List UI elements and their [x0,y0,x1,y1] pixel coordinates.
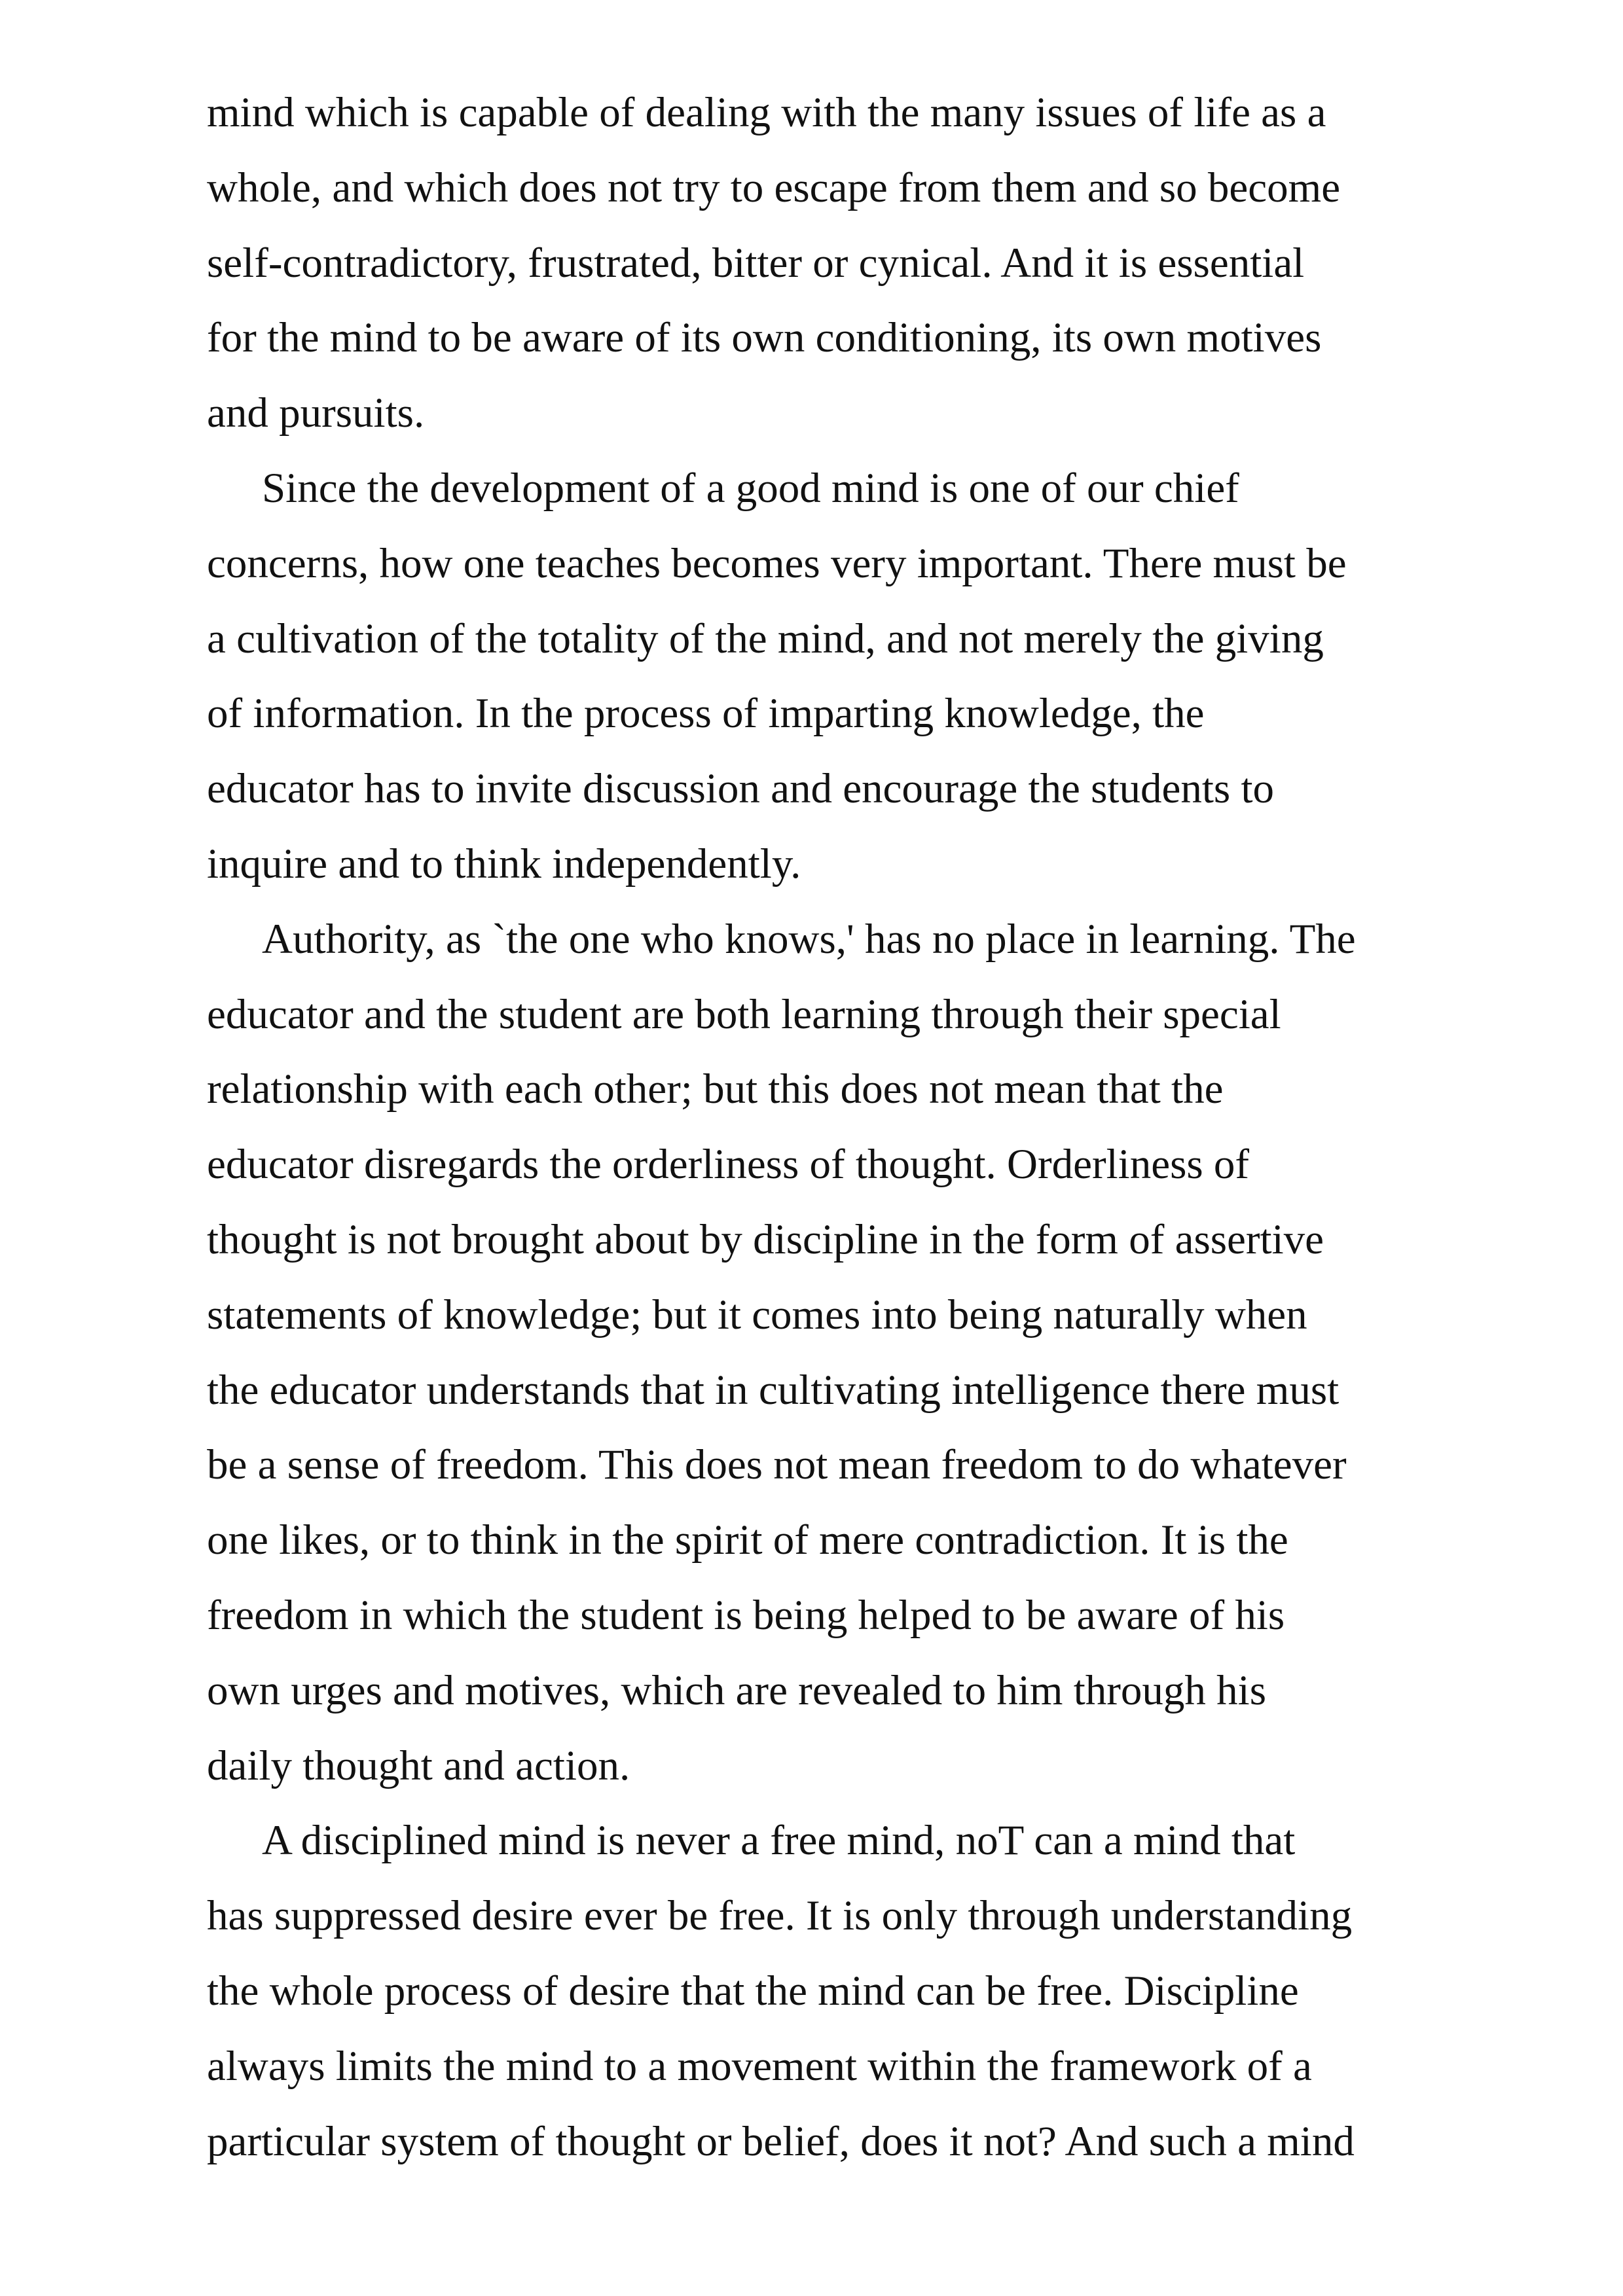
text-line-13: educator and the student are both learning through their special [207,990,1281,1038]
text-line-10: educator has to invite discussion and encourage the students to [207,765,1275,813]
text-line-21: freedom in which the student is being helped to be aware of his [207,1591,1285,1639]
text-line-19: be a sense of freedom. This does not mean freedom to do whatever [207,1441,1347,1489]
text-line-9: of information. In the process of imparting knowledge, the [207,690,1205,738]
text-line-2: whole, and which does not try to escape from them and so become [207,164,1341,211]
paragraph-start-line-24: A disciplined mind is never a free mind, noT can a mind that [262,1817,1296,1865]
text-line-17: statements of knowledge; but it comes into being naturally when [207,1291,1307,1338]
text-line-20: one likes, or to think in the spirit of mere contradiction. It is the [207,1516,1288,1564]
text-line-11: inquire and to think independently. [207,840,801,888]
text-line-1: mind which is capable of dealing with the many issues of life as a [207,89,1326,136]
text-line-8: a cultivation of the totality of the mind, and not merely the giving [207,615,1324,662]
text-line-28: particular system of thought or belief, does it not? And such a mind [207,2117,1355,2165]
text-line-5: and pursuits. [207,389,425,437]
paragraph-start-line-6: Since the development of a good mind is one of our chief [262,464,1239,512]
text-line-26: the whole process of desire that the mind can be free. Discipline [207,1967,1299,2015]
text-line-4: for the mind to be aware of its own conditioning, its own motives [207,314,1322,362]
text-line-16: thought is not brought about by discipline in the form of assertive [207,1215,1324,1263]
text-line-27: always limits the mind to a movement within the framework of a [207,2042,1312,2090]
text-line-14: relationship with each other; but this does not mean that the [207,1066,1224,1113]
text-line-15: educator disregards the orderliness of thought. Orderliness of [207,1141,1250,1189]
text-line-18: the educator understands that in cultivating intelligence there must [207,1366,1340,1414]
text-line-7: concerns, how one teaches becomes very important. There must be [207,539,1347,587]
text-line-22: own urges and motives, which are revealed to him through his [207,1666,1267,1714]
paragraph-start-line-12: Authority, as `the one who knows,' has no place in learning. The [262,915,1356,963]
body-text [207,75,1451,2179]
text-line-3: self-contradictory, frustrated, bitter or cynical. And it is essential [207,239,1305,287]
text-line-23: daily thought and action. [207,1742,630,1789]
text-line-25: has suppressed desire ever be free. It is only through understanding [207,1892,1353,1940]
